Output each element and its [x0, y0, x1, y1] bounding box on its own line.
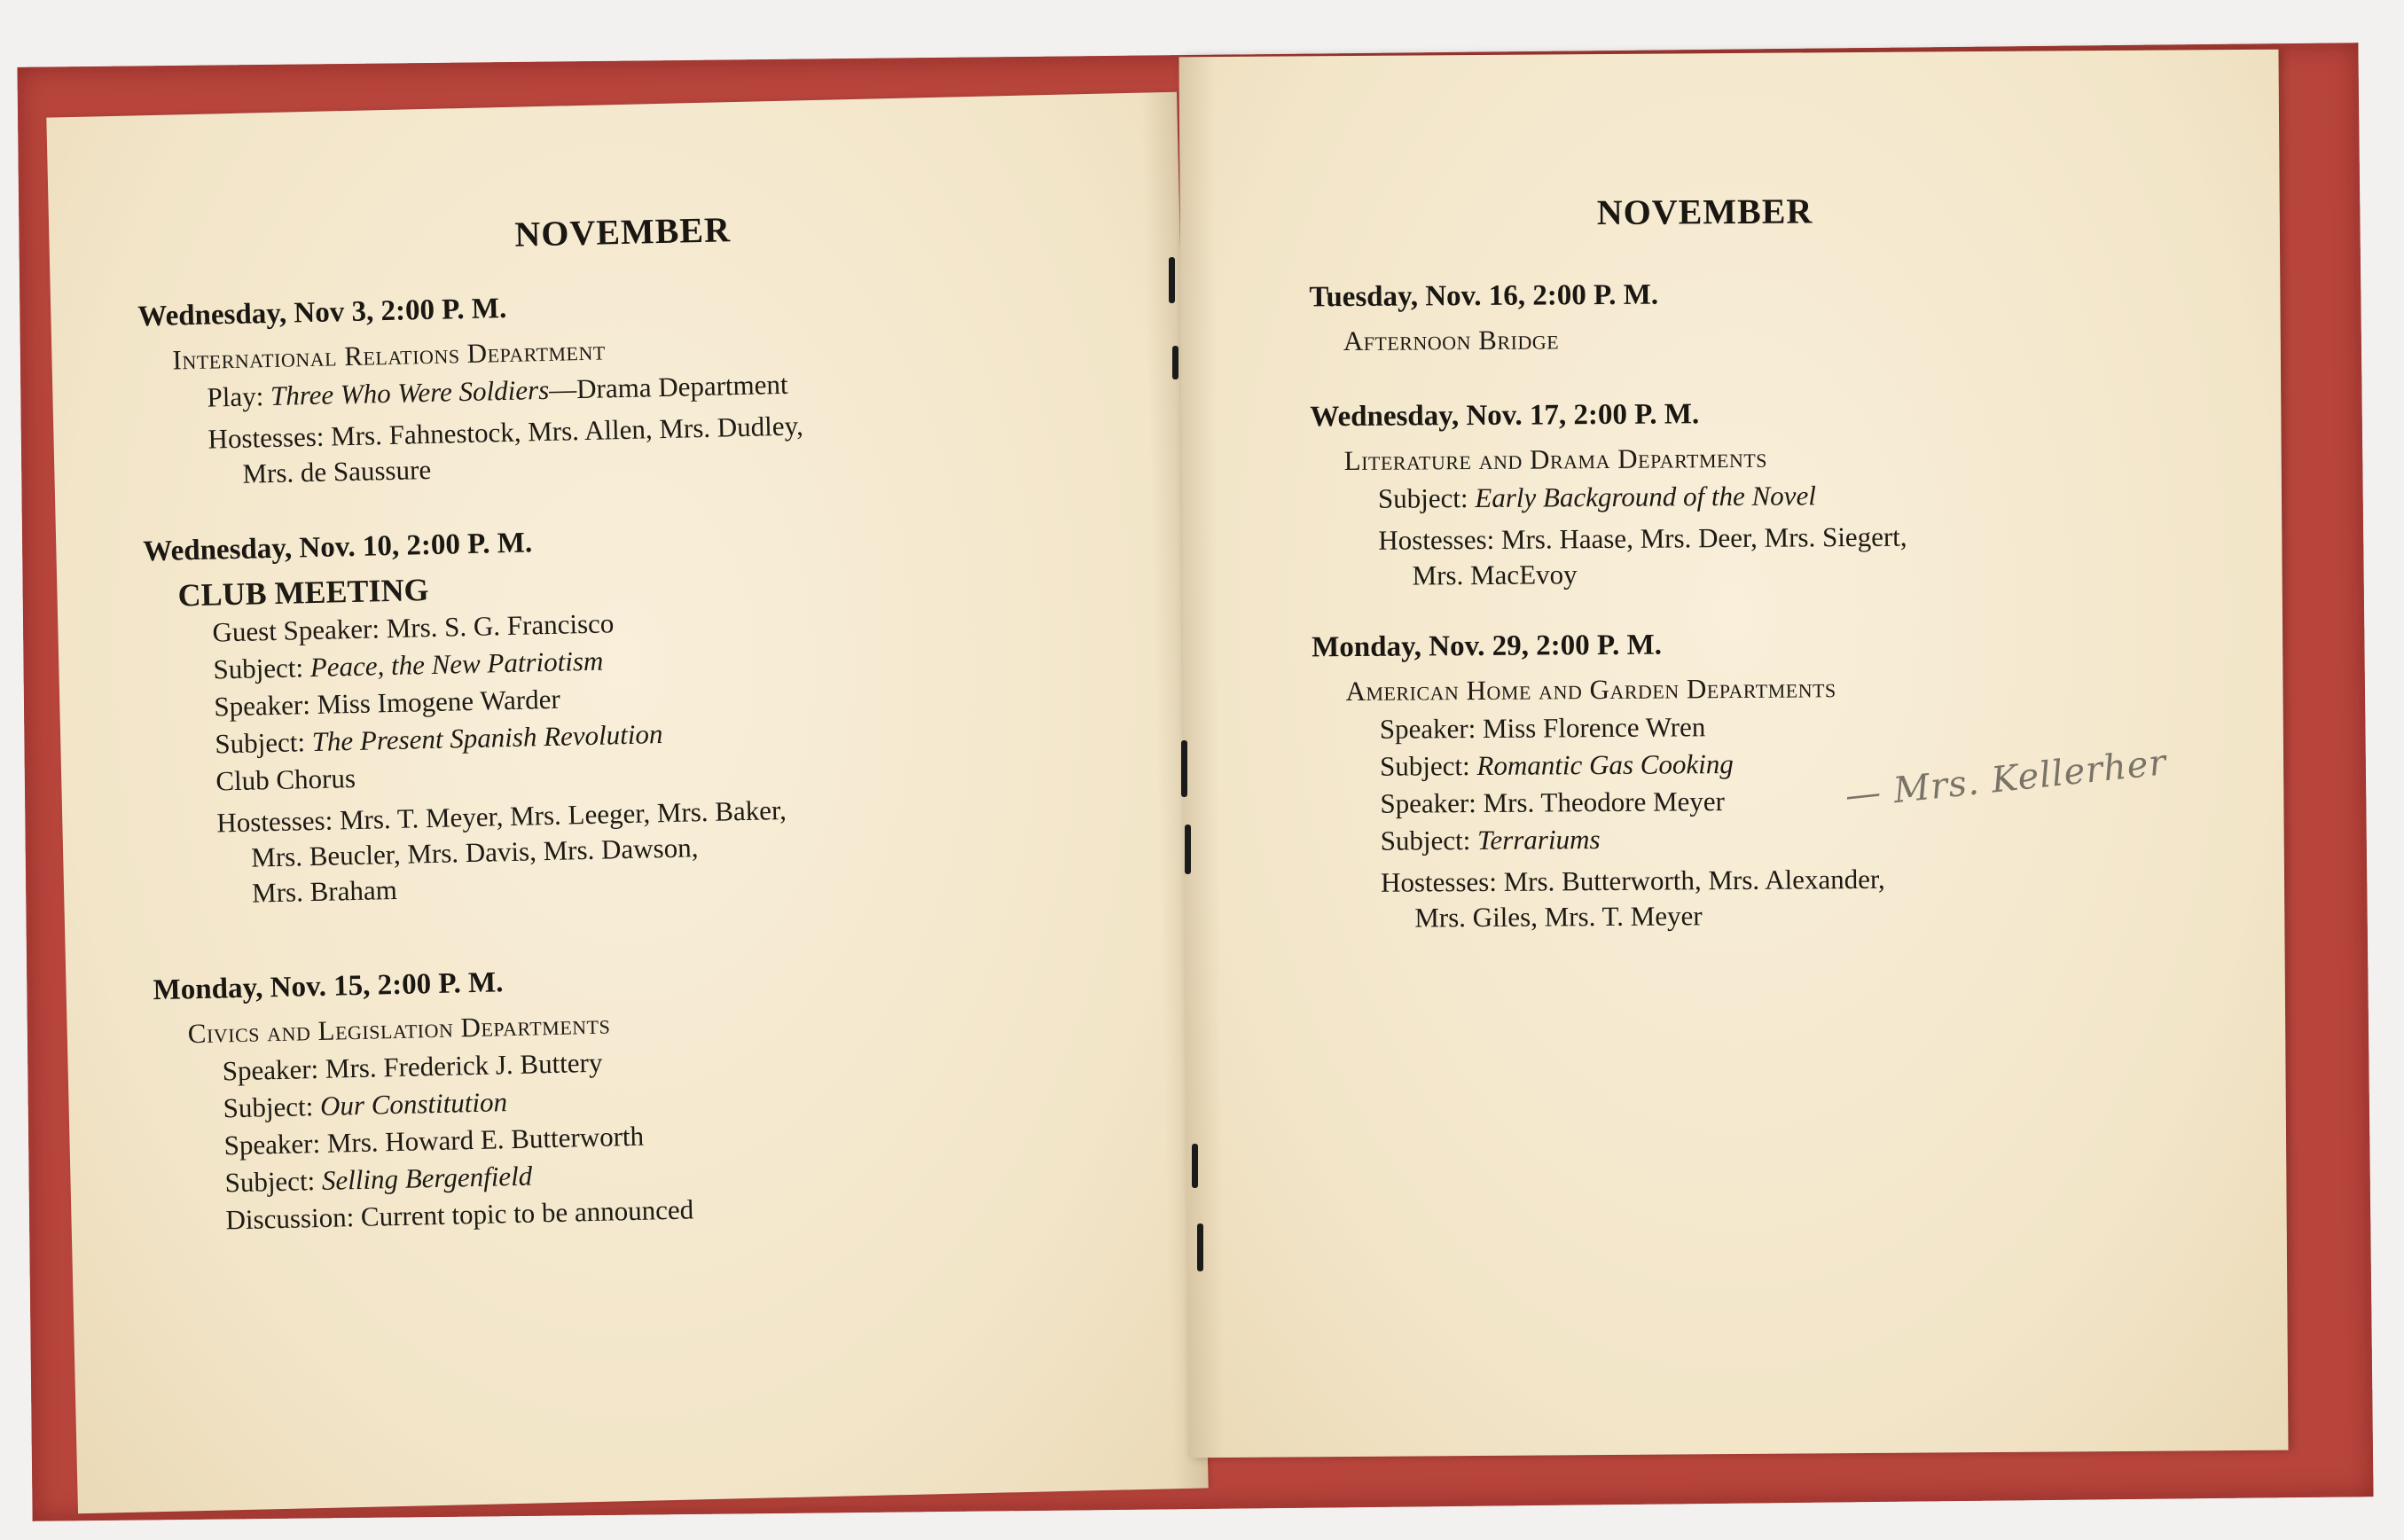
hostesses-line: Mrs. Giles, Mrs. T. Meyer — [1414, 900, 1703, 934]
event-nov-16 — [1309, 276, 1658, 362]
event-department: Afternoon Bridge — [1343, 324, 1560, 357]
event-date: Monday, Nov. 29, 2:00 P. M. — [1312, 629, 1663, 664]
event-speaker: Speaker: Mrs. Howard E. Butterworth — [223, 1120, 645, 1161]
event-guest-speaker: Guest Speaker: Mrs. S. G. Francisco — [212, 607, 615, 648]
event-department: International Relations Department — [172, 334, 607, 376]
hostesses-line: Mrs. MacEvoy — [1412, 559, 1578, 591]
event-date: Wednesday, Nov. 17, 2:00 P. M. — [1310, 398, 1700, 434]
play-title: Three Who Were Soldiers — [270, 373, 550, 412]
subject-label: Subject: — [223, 1090, 321, 1124]
event-chorus: Club Chorus — [215, 762, 356, 797]
subject-label: Subject: — [214, 726, 313, 760]
subject-label: Subject: — [213, 652, 311, 685]
hostesses-line: Hostesses: Mrs. Butterworth, Mrs. Alexander, — [1380, 863, 1885, 898]
subject-title: Romantic Gas Cooking — [1476, 748, 1734, 782]
handwritten-note: — Mrs. Kellerher — [1843, 742, 2169, 817]
event-subject — [1378, 477, 1907, 518]
event-speaker: Speaker: Mrs. Theodore Meyer — [1380, 786, 1726, 819]
event-nov-10 — [143, 518, 788, 913]
subject-label: Subject: — [1379, 750, 1477, 782]
event-department: Civics and Legislation Departments — [187, 1008, 611, 1050]
play-suffix: —Drama Department — [548, 368, 788, 405]
event-discussion: Discussion: Current topic to be announced — [225, 1193, 694, 1236]
event-date: Tuesday, Nov. 16, 2:00 P. M. — [1309, 278, 1659, 314]
hostesses-line: Mrs. de Saussure — [242, 453, 432, 489]
event-speaker: Speaker: Mrs. Frederick J. Buttery — [222, 1046, 603, 1087]
page-title: NOVEMBER — [513, 209, 732, 254]
page-title: NOVEMBER — [1596, 191, 1813, 233]
event-meeting: CLUB MEETING — [177, 572, 429, 614]
hostesses-line: Mrs. Braham — [251, 873, 398, 909]
event-department: Literature and Drama Departments — [1343, 442, 1768, 477]
binding-stitch — [1169, 257, 1175, 303]
subject-title: Early Background of the Novel — [1475, 480, 1816, 514]
subject-label: Subject: — [1380, 825, 1478, 856]
binding-stitch — [1181, 740, 1187, 797]
hostesses-line: Mrs. Beucler, Mrs. Davis, Mrs. Dawson, — [250, 832, 699, 873]
subject-title: The Present Spanish Revolution — [311, 718, 663, 758]
event-hostesses — [1378, 520, 1907, 594]
event-nov-15 — [153, 958, 694, 1240]
hostesses-line: Hostesses: Mrs. Haase, Mrs. Deer, Mrs. Siegert, — [1378, 520, 1907, 556]
subject-label: Subject: — [224, 1164, 323, 1199]
hostesses-line: Hostesses: Mrs. T. Meyer, Mrs. Leeger, Mrs. Baker, — [215, 793, 787, 839]
event-date: Monday, Nov. 15, 2:00 P. M. — [153, 966, 504, 1007]
event-speaker: Speaker: Miss Florence Wren — [1379, 711, 1706, 745]
event-nov-29 — [1312, 624, 1885, 936]
binding-stitch — [1185, 825, 1191, 874]
play-label: Play: — [207, 380, 271, 413]
event-subject — [1380, 745, 1884, 786]
event-hostesses — [208, 408, 804, 492]
subject-title: Our Constitution — [319, 1086, 508, 1122]
subject-title: Peace, the New Patriotism — [309, 645, 604, 684]
event-department: American Home and Garden Departments — [1345, 672, 1836, 707]
event-nov-17 — [1310, 394, 1907, 595]
subject-title: Terrariums — [1476, 824, 1601, 856]
subject-title: Selling Bergenfield — [321, 1160, 533, 1196]
event-date: Wednesday, Nov 3, 2:00 P. M. — [137, 292, 507, 333]
event-hostesses — [216, 793, 788, 912]
event-subject — [1381, 819, 1885, 860]
event-nov-3 — [137, 282, 804, 494]
left-page — [46, 92, 1208, 1514]
event-speaker: Speaker: Miss Imogene Warder — [214, 683, 561, 723]
subject-label: Subject: — [1377, 482, 1476, 514]
binding-stitch — [1172, 346, 1179, 379]
binding-stitch — [1197, 1223, 1203, 1271]
binding-stitch — [1192, 1144, 1198, 1188]
event-date: Wednesday, Nov. 10, 2:00 P. M. — [143, 527, 533, 568]
hostesses-line: Hostesses: Mrs. Fahnestock, Mrs. Allen, Mrs. Dudley, — [208, 410, 804, 455]
event-hostesses — [1381, 862, 1885, 936]
